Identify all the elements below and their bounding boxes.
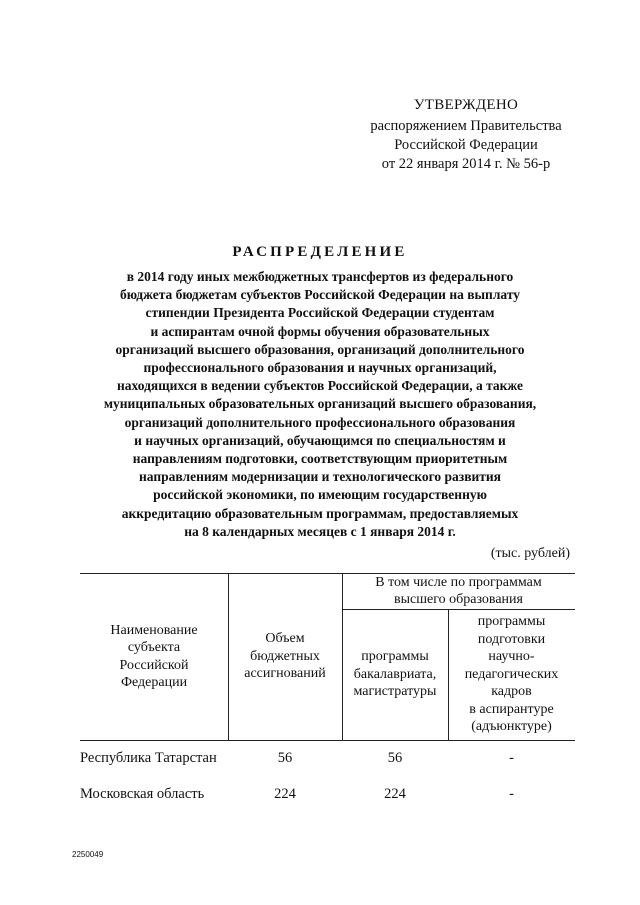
subtitle-line: и аспирантам очной формы обучения образовательных <box>150 323 490 339</box>
approval-line-3: от 22 января 2014 г. № 56-р <box>381 156 551 172</box>
header-text: субъекта <box>127 640 181 655</box>
header-text: магистратуры <box>353 684 437 700</box>
subtitle-line: стипендии Президента Российской Федерации студентам <box>145 305 495 321</box>
document-subtitle <box>70 268 570 541</box>
document-title: РАСПРЕДЕЛЕНИЕ <box>232 244 408 260</box>
subtitle-line: муниципальных образовательных организаций высшего образования, <box>103 396 537 412</box>
subtitle-line: профессионального образования и научных организаций, <box>143 360 497 376</box>
subtitle-line: организаций высшего образования, организаций дополнительного <box>115 341 525 357</box>
subtitle-line: и научных организаций, обучающимся по специальностям и <box>134 432 506 448</box>
header-text: Наименование <box>110 622 198 638</box>
header-volume <box>228 573 342 740</box>
subtitle-line: российской экономики, по имеющим государственную <box>153 487 487 503</box>
header-text: В том числе по программам <box>375 574 542 590</box>
header-group <box>342 573 575 609</box>
subtitle-line: направлениям модернизации и технологического развития <box>139 469 501 485</box>
subtitle-line: направлениям подготовки, соответствующим приоритетным <box>132 451 508 467</box>
header-text: научно- <box>488 649 535 665</box>
approval-block <box>356 96 576 174</box>
row-bachelor: 224 <box>384 786 406 802</box>
header-text: (адъюнктуре) <box>471 719 552 735</box>
approval-line-2: Российской Федерации <box>394 137 538 153</box>
row-postgrad: - <box>509 750 514 766</box>
unit-label: (тыс. рублей) <box>490 546 570 561</box>
subtitle-line: на 8 календарных месяцев с 1 января 2014 г. <box>184 523 456 539</box>
approval-line-1: распоряжением Правительства <box>370 118 562 134</box>
header-text: Российской <box>119 657 189 673</box>
header-text: подготовки <box>477 631 546 647</box>
header-postgrad <box>448 609 575 740</box>
subtitle-line: аккредитацию образовательным программам, предоставляемых <box>121 505 519 521</box>
row-bachelor: 56 <box>387 750 403 766</box>
header-text: ассигнований <box>244 666 326 682</box>
subtitle-line: организаций дополнительного профессионального образования <box>124 414 516 430</box>
header-subject <box>80 573 228 740</box>
table-header-bottom-rule <box>80 740 575 741</box>
subtitle-line: в 2014 году иных межбюджетных трансфертов из федерального <box>126 269 514 284</box>
row-postgrad: - <box>509 786 514 802</box>
header-text: педагогических <box>464 666 559 682</box>
row-subject: Московская область <box>80 786 205 802</box>
row-volume: 224 <box>274 786 296 802</box>
row-volume: 56 <box>277 750 293 766</box>
header-text: высшего образования <box>394 592 523 607</box>
header-text: программы <box>477 614 546 630</box>
row-subject: Республика Татарстан <box>80 750 217 766</box>
header-text: бакалавриата, <box>353 666 437 682</box>
header-text: программы <box>361 649 429 665</box>
document-number: 2250049 <box>72 850 104 859</box>
approval-heading: УТВЕРЖДЕНО <box>413 97 519 113</box>
subtitle-line: бюджета бюджетам субъектов Российской Федерации на выплату <box>119 287 521 303</box>
header-text: в аспирантуре <box>469 701 554 717</box>
subtitle-line: находящихся в ведении субъектов Российской Федерации, а также <box>116 378 524 394</box>
header-text: Федерации <box>120 675 188 690</box>
header-bachelor <box>342 609 448 740</box>
header-text: кадров <box>491 684 532 700</box>
header-text: Объем <box>265 631 305 647</box>
header-text: бюджетных <box>250 648 320 664</box>
